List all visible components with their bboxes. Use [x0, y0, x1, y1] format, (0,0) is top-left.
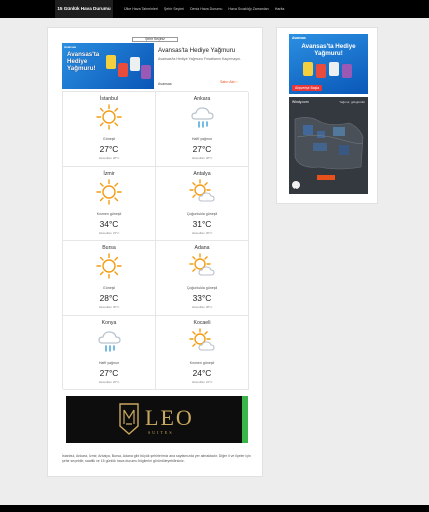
weather-condition: Güneşli [102, 137, 116, 141]
sun-icon [96, 104, 122, 130]
city-weather-card[interactable] [156, 167, 249, 242]
temperature: 31°C [192, 218, 212, 229]
city-name[interactable]: Ankara [193, 96, 211, 102]
map-title: Windy.com [292, 100, 309, 104]
ad-badge: Avansas [64, 45, 77, 49]
feels-like: Hissedilen 24°C [191, 379, 213, 384]
product-icon [141, 65, 151, 79]
weather-condition: Hafif yağmur [98, 360, 120, 365]
feels-like: Hissedilen 28°C [98, 156, 120, 160]
product-icon [342, 64, 352, 78]
leo-suites-banner-ad[interactable] [66, 396, 248, 443]
sun-icon [96, 179, 122, 205]
sidebar-ad-avansas[interactable] [289, 34, 368, 94]
ad-title[interactable]: Avansas'ta Hediye Yağmuru [158, 47, 236, 54]
city-name[interactable]: Antalya [193, 170, 211, 177]
city-weather-card[interactable] [156, 316, 249, 391]
play-button[interactable] [292, 181, 300, 189]
ad-banner-avansas[interactable] [62, 43, 248, 89]
weather-condition: Kısmen güneşli [189, 360, 215, 365]
nav-item-sea-weather[interactable]: Deniz Hava Durumu [190, 7, 223, 11]
main-nav [124, 0, 284, 18]
leo-subtitle: SUITES [148, 430, 174, 435]
ad-description: Avansas'ta Hediye Yağmuru Fırsatlarını Kaçırmayın. [158, 57, 242, 61]
ad-cta-label: Satın Alın [220, 80, 236, 84]
weather-condition: Kısmen güneşli [96, 211, 122, 216]
page-footer [0, 505, 429, 512]
city-weather-card[interactable] [63, 167, 156, 242]
nav-item-map[interactable]: Harita [274, 7, 285, 11]
temperature: 34°C [99, 218, 119, 229]
nav-item-countries[interactable]: Ülke Hava Tahminleri [124, 7, 158, 11]
feels-like: Hissedilen 33°C [98, 230, 120, 235]
partly-cloudy-icon [189, 328, 215, 354]
temperature: 27°C [192, 144, 212, 154]
rain-icon [96, 328, 122, 354]
map-graphic [289, 97, 368, 194]
city-name[interactable]: İzmir [103, 170, 115, 177]
sidebar-ad-cta-button[interactable]: Alışverişe Başla [292, 85, 322, 91]
rain-icon [189, 104, 215, 130]
play-icon [292, 186, 300, 194]
feels-like: Hissedilen 36°C [191, 230, 213, 235]
city-weather-card[interactable] [63, 241, 156, 316]
city-weather-card[interactable] [156, 241, 249, 316]
ad-advertiser: Avansas [158, 82, 172, 86]
sidebar-ad-headline: Avansas'ta Hediye Yağmuru! [301, 43, 356, 57]
product-icon [130, 57, 140, 71]
city-name[interactable]: İstanbul [99, 96, 119, 102]
city-weather-card[interactable] [156, 92, 249, 167]
sun-icon [96, 253, 122, 279]
city-name[interactable]: Bursa [102, 245, 116, 251]
product-icon [303, 62, 313, 76]
city-name[interactable]: Kocaeli [193, 319, 211, 326]
leo-wordmark: LEO [145, 405, 194, 430]
site-brand[interactable]: 15 Günlük Hava Durumu [55, 0, 113, 18]
temperature: 27°C [99, 144, 119, 154]
product-icon [329, 62, 339, 76]
city-weather-card[interactable] [63, 92, 156, 167]
feels-like: Hissedilen 30°C [98, 305, 120, 309]
map-layer-label[interactable]: Yağmur, gökgürültü [339, 100, 365, 104]
product-icon [316, 64, 326, 78]
product-icon [106, 55, 116, 69]
ad-choices-stripe[interactable] [242, 396, 248, 443]
partly-cloudy-icon [189, 179, 215, 205]
city-weather-grid [62, 91, 248, 389]
feels-like: Hissedilen 38°C [191, 305, 213, 309]
nav-item-temperature-times[interactable]: Hava Sıcaklığı Zamanları [228, 7, 269, 11]
weather-condition: Çoğunlukla güneşli [186, 211, 218, 216]
temperature: 27°C [99, 367, 119, 378]
sidebar-ad-logo: Avansas [292, 36, 306, 40]
temperature: 33°C [192, 293, 212, 303]
partly-cloudy-icon [189, 253, 215, 279]
temperature: 24°C [192, 367, 212, 378]
city-weather-card[interactable] [63, 316, 156, 391]
weather-condition: Hafif yağmur [191, 137, 213, 141]
temperature: 28°C [99, 293, 119, 303]
weather-condition: Güneşli [102, 286, 116, 290]
intro-paragraph: İstanbul, Ankara, İzmir, Antalya, Bursa, Adana gibi büyük şehirlerimiz ana sayfamızda yer almaktadır. Diğer il ve ilçeler için şehir seçebilir, saatlik ve 15 günlük hava durumu bilgilerini görüntüleyebilirsiniz. [62, 454, 251, 464]
city-select-dropdown[interactable]: Şehir Seçiniz [132, 37, 178, 42]
city-name[interactable]: Adana [194, 245, 210, 251]
nav-item-city-select[interactable]: Şehir Seçimi [163, 7, 185, 11]
main-content [47, 27, 263, 477]
ad-image-headline: Avansas'ta Hediye Yağmuru! [67, 51, 100, 72]
sidebar [276, 27, 378, 204]
leo-logo-icon [118, 402, 140, 436]
product-icon [118, 63, 128, 77]
ad-image[interactable] [62, 43, 154, 89]
weather-map-widget[interactable] [289, 97, 368, 194]
weather-condition: Çoğunlukla güneşli [186, 286, 218, 290]
top-navbar [0, 0, 429, 18]
ad-cta-button[interactable]: Satın Alın › [220, 80, 238, 84]
feels-like: Hissedilen 28°C [191, 156, 213, 160]
feels-like: Hissedilen 26°C [98, 379, 120, 384]
city-name[interactable]: Konya [101, 319, 117, 326]
